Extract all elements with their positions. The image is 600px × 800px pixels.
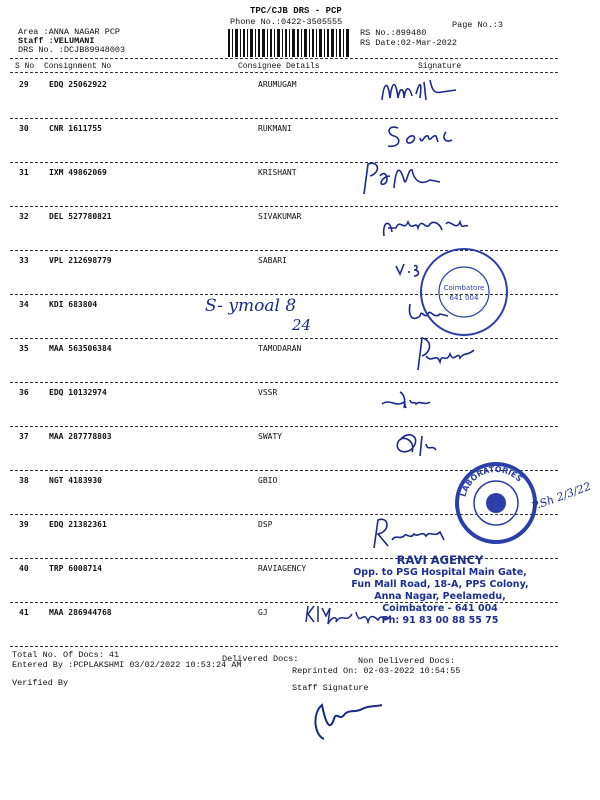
divider: [10, 58, 558, 59]
row-consignment: MAA 286944768: [49, 608, 112, 617]
row-consignee: SIVAKUMAR: [258, 212, 302, 221]
svg-text:Coimbatore: Coimbatore: [443, 284, 485, 292]
ravi-agency-address-line: Fun Mall Road, 18-A, PPS Colony,: [351, 579, 529, 590]
entered-by: Entered By :PCPLAKSHMI 03/02/2022 10:53:24 AM: [12, 660, 242, 670]
signature-scribble: [360, 158, 520, 200]
phone-number: Phone No.:0422-3505555: [230, 17, 343, 27]
row-consignee: GJ: [258, 608, 268, 617]
row-consignment: EDQ 10132974: [49, 388, 107, 397]
staff-label: Staff :VELUMANI: [18, 36, 95, 46]
row-consignment: CNR 1611755: [49, 124, 102, 133]
handwritten-note: 24: [292, 316, 312, 334]
delivered-docs: Delivered Docs:: [222, 654, 299, 664]
svg-text:641 004: 641 004: [449, 294, 479, 302]
ravi-agency-phone: Ph: 91 83 00 88 55 75: [381, 615, 499, 626]
row-consignee: GBIO: [258, 476, 278, 485]
row-consignment: NGT 4183930: [49, 476, 102, 485]
row-sno: 37: [19, 432, 29, 441]
column-consignment: Consignment No: [44, 62, 112, 71]
row-consignment: MAA 563506384: [49, 344, 112, 353]
row-sno: 40: [19, 564, 29, 573]
staff-signature-label: Staff Signature: [292, 683, 369, 693]
row-sno: 41: [19, 608, 29, 617]
rs-number: RS No.:899480: [360, 28, 427, 38]
document-title: TPC/CJB DRS - PCP: [250, 6, 342, 16]
page-number: Page No.:3: [452, 20, 504, 30]
area-label: Area :ANNA NAGAR PCP: [18, 27, 121, 37]
row-sno: 38: [19, 476, 29, 485]
ravi-agency-address-line: Coimbatore - 641 004: [382, 603, 498, 614]
column-sno: S No: [15, 62, 35, 71]
gbio-laboratories-stamp: [455, 462, 537, 544]
reprinted-on: Reprinted On: 02-03-2022 10:54:55: [292, 666, 461, 676]
handwritten-note: S- ymoal 8: [205, 296, 297, 316]
non-delivered-docs: Non Delivered Docs:: [358, 656, 455, 666]
row-consignee: RUKMANI: [258, 124, 292, 133]
row-consignee: SWATY: [258, 432, 283, 441]
row-sno: 29: [19, 80, 29, 89]
ravi-agency-address-line: Anna Nagar, Peelamedu,: [374, 591, 506, 602]
row-sno: 33: [19, 256, 29, 265]
row-consignee: SABARI: [258, 256, 287, 265]
row-consignment: EDQ 21382361: [49, 520, 107, 529]
row-sno: 35: [19, 344, 29, 353]
row-sno: 32: [19, 212, 29, 221]
divider: [10, 646, 558, 647]
barcode-graphic: [228, 29, 350, 57]
row-consignment: IXM 49862069: [49, 168, 107, 177]
row-sno: 39: [19, 520, 29, 529]
gbio-stamp-graphic: [455, 462, 537, 544]
row-consignee: ARUMUGAM: [258, 80, 297, 89]
signature-scribble: [360, 114, 520, 156]
total-docs: Total No. Of Docs: 41: [12, 650, 120, 660]
signature-scribble: [360, 70, 520, 112]
column-signature: Signature: [418, 62, 462, 71]
row-consignee: DSP: [258, 520, 273, 529]
staff-signature-scribble: [300, 695, 390, 745]
company-round-stamp: [418, 246, 510, 338]
row-consignment: MAA 287778803: [49, 432, 112, 441]
verified-by: Verified By: [12, 678, 69, 688]
row-consignment: TRP 6008714: [49, 564, 102, 573]
drs-number: DRS No. :DCJB89948003: [18, 45, 126, 55]
barcode: [228, 29, 350, 57]
column-consignee: Consignee Details: [238, 62, 320, 71]
row-sno: 31: [19, 168, 29, 177]
row-consignment: VPL 212698779: [49, 256, 112, 265]
row-consignment: DEL 527780821: [49, 212, 112, 221]
signature-scribble: [360, 422, 520, 464]
row-sno: 34: [19, 300, 29, 309]
row-consignee: VSSR: [258, 388, 278, 397]
row-sno: 36: [19, 388, 29, 397]
svg-text:LABORATORIES: LABORATORIES: [458, 464, 524, 498]
row-consignment: KDI 683804: [49, 300, 98, 309]
signature-scribble: [360, 378, 520, 420]
signature-scribble: [360, 202, 520, 244]
signature-scribble: [360, 334, 520, 376]
ravi-agency-address-line: Opp. to PSG Hospital Main Gate,: [353, 567, 527, 578]
row-consignee: TAMODARAN: [258, 344, 302, 353]
row-consignment: EDQ 25062922: [49, 80, 107, 89]
row-consignee: KRISHANT: [258, 168, 297, 177]
row-sno: 30: [19, 124, 29, 133]
gbio-handwritten-date: P.Sh 2/3/22: [529, 479, 593, 514]
row-consignee: RAVIAGENCY: [258, 564, 307, 573]
rs-date: RS Date:02-Mar-2022: [360, 38, 457, 48]
ravi-agency-name: RAVI AGENCY: [396, 553, 484, 567]
round-stamp-graphic: [418, 246, 510, 338]
